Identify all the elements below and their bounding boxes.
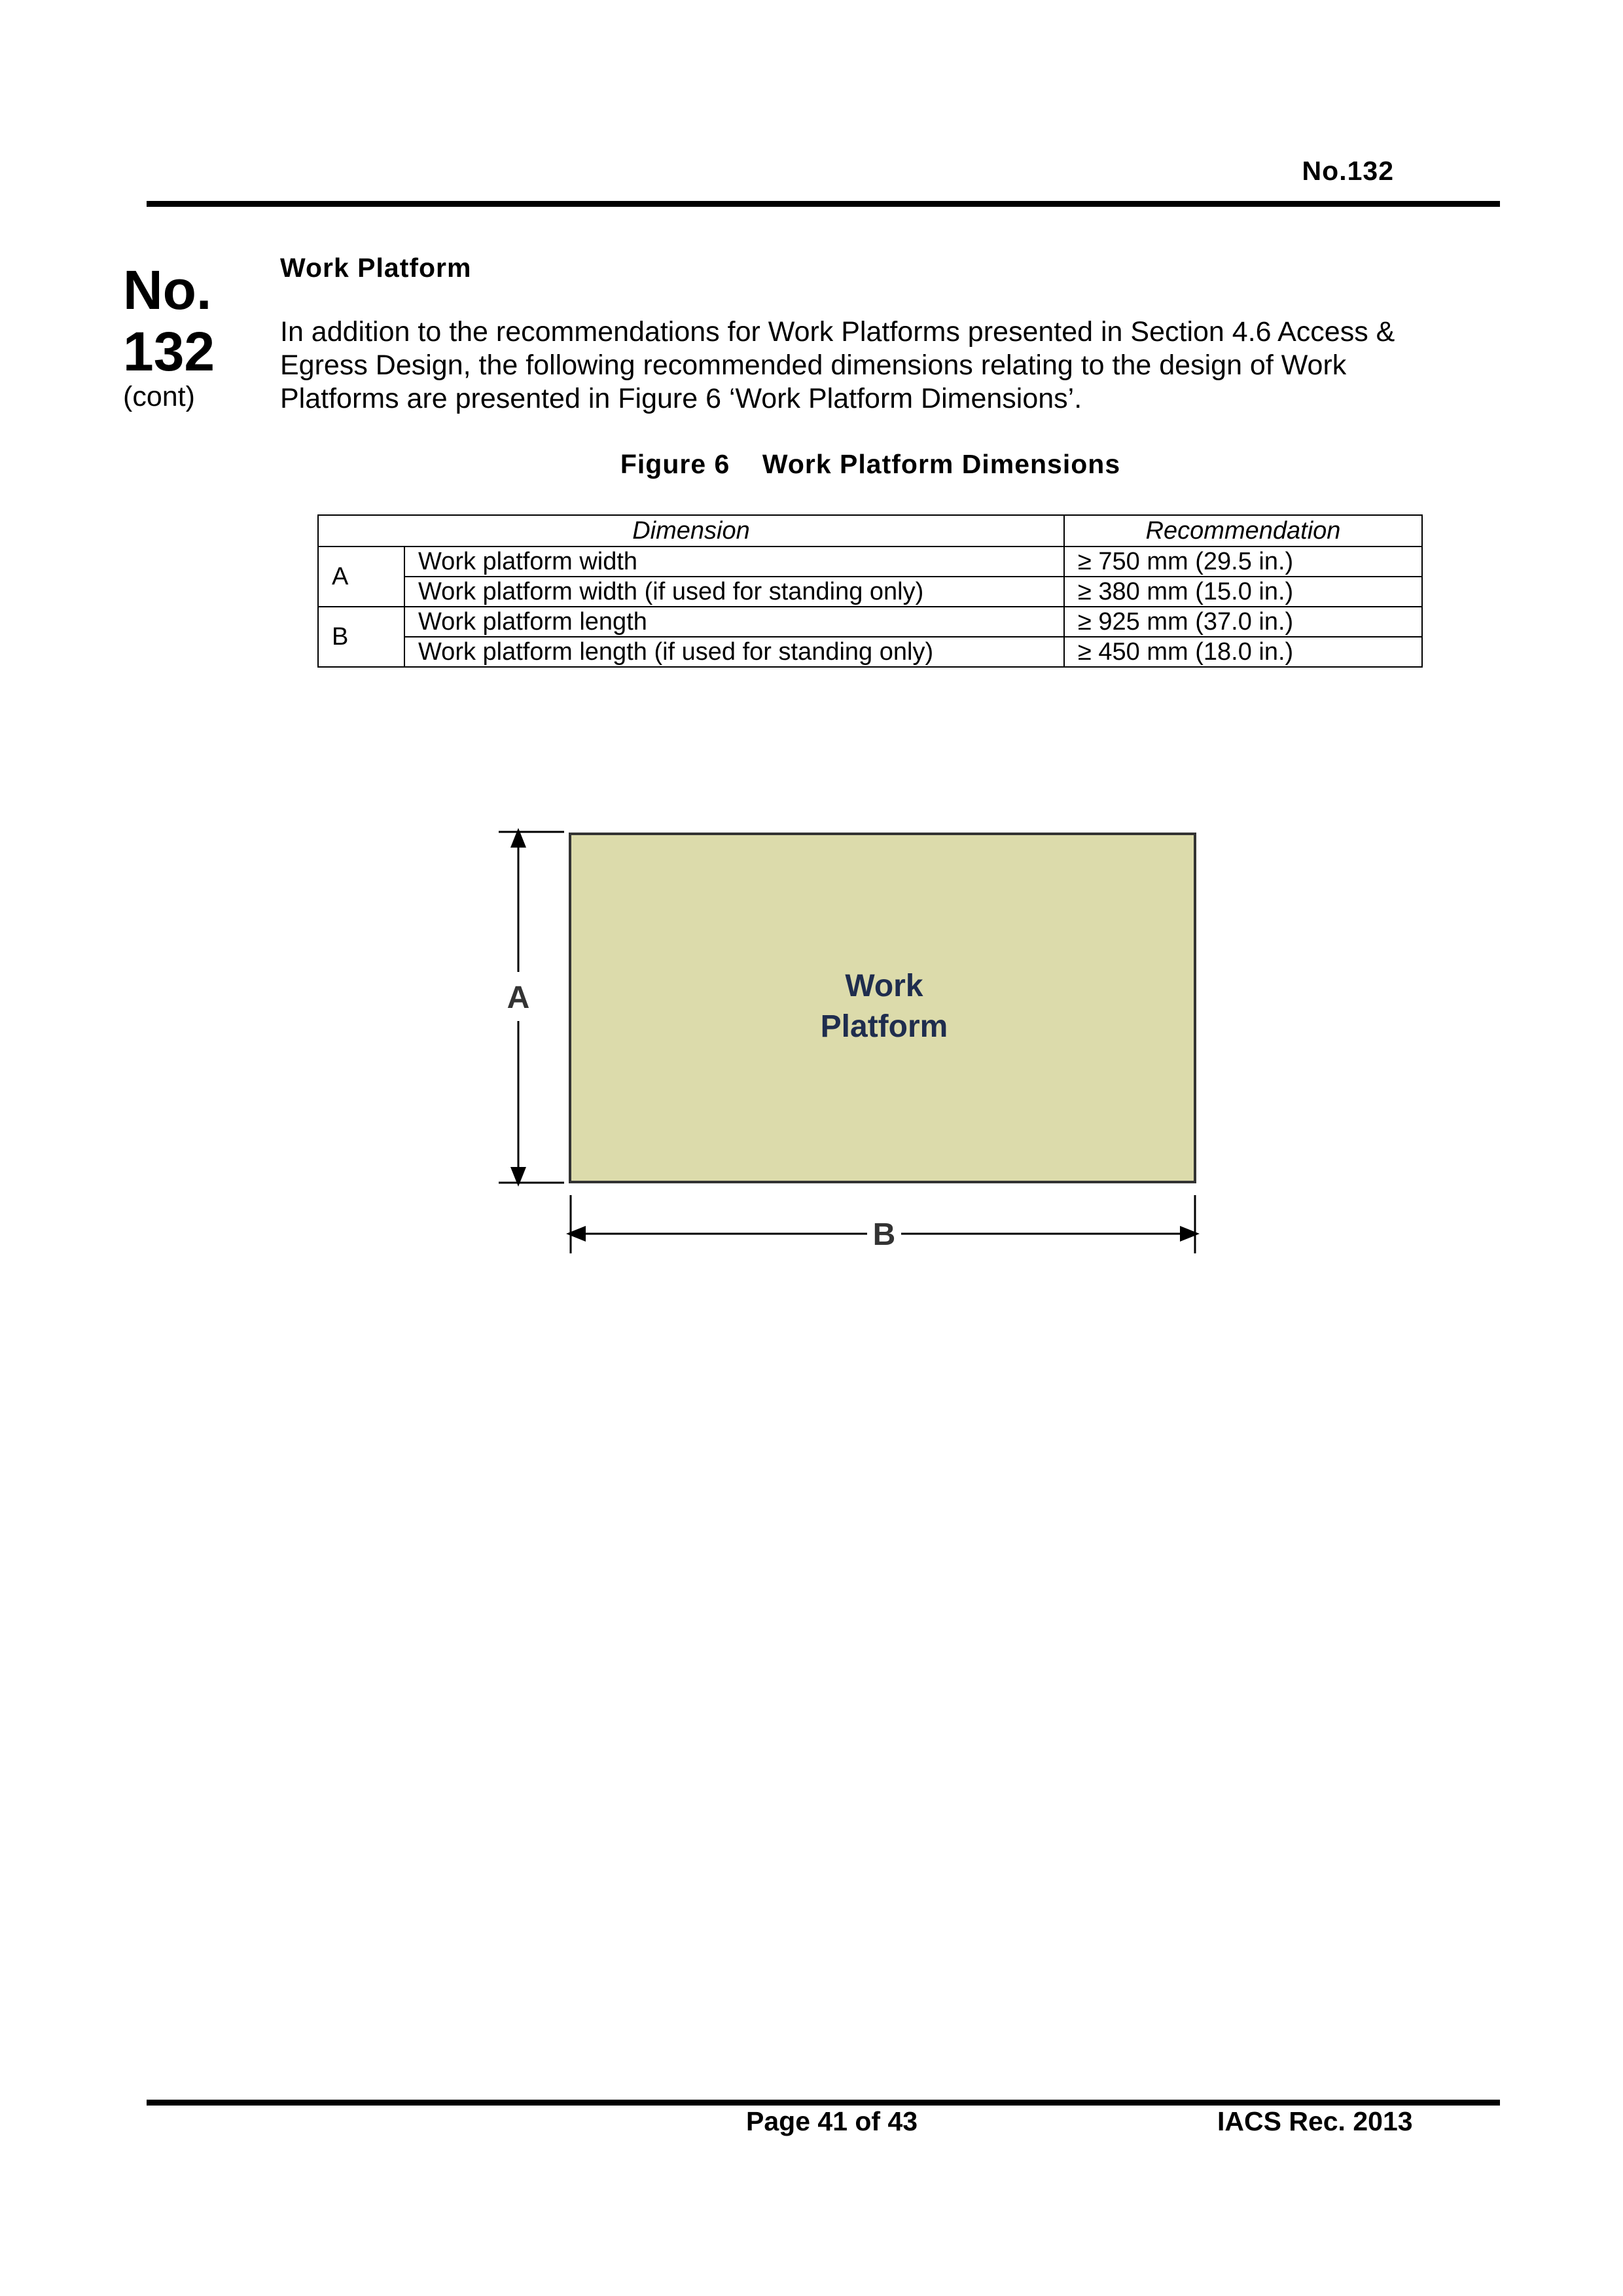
dimension-letter: B xyxy=(318,607,404,667)
section-title: Work Platform xyxy=(280,253,472,283)
platform-label-line2: Platform xyxy=(820,1009,948,1044)
footer-rule xyxy=(147,2100,1500,2106)
table-row xyxy=(318,607,1422,637)
sidebar-no-label: No. xyxy=(123,259,212,321)
footer-page-number: Page 41 of 43 xyxy=(746,2106,918,2136)
header-doc-number: No.132 xyxy=(1302,156,1394,186)
recommendation-value: ≥ 750 mm (29.5 in.) xyxy=(1064,547,1422,577)
recommendation-header: Recommendation xyxy=(1064,515,1422,547)
table-row xyxy=(318,637,1422,667)
recommendation-value: ≥ 380 mm (15.0 in.) xyxy=(1064,577,1422,607)
table-row xyxy=(318,577,1422,607)
dimensions-table xyxy=(317,514,1423,668)
sidebar-number: 132 xyxy=(123,321,215,382)
footer-rec: IACS Rec. 2013 xyxy=(1217,2106,1413,2136)
dimension-description: Work platform width (if used for standing only) xyxy=(404,577,1064,607)
sidebar-cont: (cont) xyxy=(123,381,195,412)
work-platform-diagram xyxy=(484,818,1217,1263)
platform-label-line1: Work xyxy=(845,969,923,1003)
section-paragraph: In addition to the recommendations for Work Platforms presented in Section 4.6 Access & Egress Design, the following recommended dimensions relating to the design of Work Platforms are presented in Figure 6 ‘Work Platform Dimensions’. xyxy=(280,316,1395,414)
dimension-description: Work platform length xyxy=(404,607,1064,637)
dimension-a-label: A xyxy=(507,980,530,1015)
work-platform-rect xyxy=(570,834,1195,1182)
dimension-b-label: B xyxy=(872,1217,896,1252)
dimension-description: Work platform width xyxy=(404,547,1064,577)
dimension-header: Dimension xyxy=(318,515,1064,547)
recommendation-value: ≥ 925 mm (37.0 in.) xyxy=(1064,607,1422,637)
recommendation-value: ≥ 450 mm (18.0 in.) xyxy=(1064,637,1422,667)
table-row xyxy=(318,547,1422,577)
table-header-row xyxy=(318,515,1422,547)
dimension-description: Work platform length (if used for standing only) xyxy=(404,637,1064,667)
figure-caption: Figure 6 Work Platform Dimensions xyxy=(620,449,1121,479)
dimension-letter: A xyxy=(318,547,404,607)
header-rule xyxy=(147,201,1500,207)
